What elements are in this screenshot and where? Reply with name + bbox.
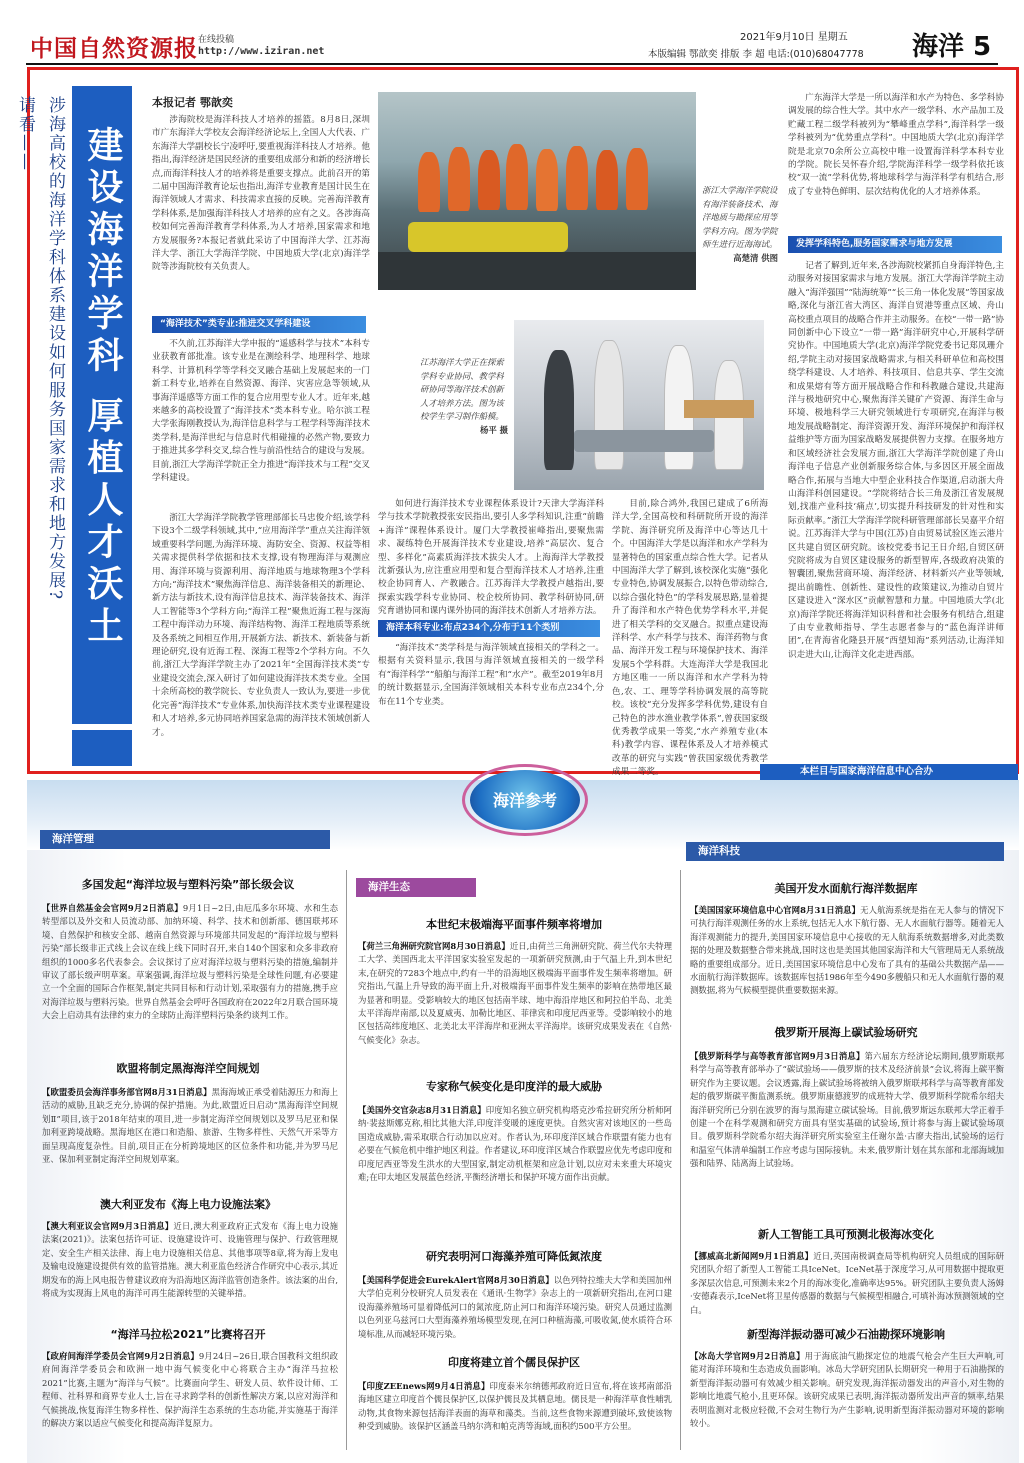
feature-col1-body: 不久前,江苏海洋大学申报的“遥感科学与技术”本科专业获教育部批准。该专业是在测绘科学、地理科学、地球科学、计算机科学等学科交叉融合基础上发展起来的一门新工科专业,培养在自然资源、海洋、灾害应急等领域,从事海洋遥感等方面工作的复合应用型专业人才。近年来,越来越多的高校设置了“海洋技术”类本科专业。哈尔滨工程大学张海刚教授认为,海洋信息科学与工程学科等海洋技术类学科,是海洋世纪与信息时代相碰撞的必然产物,要致力于推进其多学科交叉,综合性与前沿性结合的建设与发展。目前,浙江大学海洋学院正全力推进“海洋技术与工程”交叉学科建设。 — [152, 339, 370, 484]
caption-photo1-text: 浙江大学海洋学院设有海洋装备技术、海洋地质与勘探应用等学科方向。图为学院师生进行近海海试。 — [702, 185, 778, 250]
title-rule — [72, 724, 132, 730]
feature-col3-body: 如何进行海洋技术专业课程体系设计?天津大学海洋科学与技术学院教授张安民指出,要引人多学科知识,注重“前瞻+海洋”课程体系设计。厦门大学教授崔峰指出,要聚焦需求、凝练特色开展海洋技术专业建设,培养“高层次、复合型、多样化”高素质海洋技术拔尖人才。上海海洋大学教授沈新强认为,应注重应用型和复合型海洋技术人才培养,注重校企协同育人、产教融合。江苏海洋大学教授卢越指出,要探索实践学科专业协同、校企校所协同、教学科研协同,研究育谱协同和课内课外协同的海洋技术创新人才培养方法。 — [378, 499, 604, 617]
article-b3-title: 研究表明河口海藻养殖可降低氮浓度 — [426, 1250, 602, 1263]
article-b4-source: 【印度ZEEnews网9月4日消息】 — [358, 1381, 490, 1391]
caption-photo2-text: 江苏海洋大学正在探索学科专业协同、教学科研协同等海洋技术创新人才培养方法。图为该校学生学习制作船模。 — [420, 357, 504, 422]
article-c3-body — [690, 1250, 1004, 1316]
article-c4-body — [690, 1350, 1004, 1446]
feature-title-band — [72, 86, 132, 766]
article-c1-source: 【美国国家环境信息中心官网8月31日消息】 — [690, 905, 861, 915]
article-a3-body — [42, 1220, 338, 1314]
article-c3-source: 【挪威高北新闻网9月1日消息】 — [690, 1251, 814, 1261]
caption-photo2-credit: 杨平 摄 — [479, 424, 508, 435]
feature-col3b-body: “海洋技术”类学科是与海洋领域直接相关的学科之一。根据有关资料显示,我国与海洋领域直接相关的一级学科有“海洋科学”“船舶与海洋工程”和“水产”。截至2019年8月的统计数据显示,全国海洋领域相关本科专业布点234个,分布在11个专业类。 — [378, 643, 604, 707]
feature-col1-intro: 涉海院校是海洋科技人才培养的摇篮。8月8日,深圳市广东海洋大学校友会海洋经济论坛上,全国人大代表、广东海洋大学副校长宁凌呼吁,要重视海洋科技人才培养。他指出,海洋经济是国民经济的重要组成部分和新的经济增长点,而海洋科技人才的培养将是重要支撑点。此前召开的第二届中国海洋教育论坛也指出,海洋专业教育是国计民生在海洋领域人才需求、科技需求直接的反映。完善海洋教育学科体系,是加强海洋科技人才培养的应有之义。各涉海高校如何完善海洋教育学科体系,为人才培养,国家需求和地方发展服务?本报记者就此采访了中国海洋大学、江苏海洋大学、浙江大学海洋学院、中国地质大学(北京)海洋学院等涉海院校有关负责人。 — [152, 115, 370, 273]
article-a1-source: 【世界自然基金会官网9月2日消息】 — [42, 903, 183, 913]
article-c1-text: 无人航海系统是指在无人参与的情况下可执行海洋观测任务的水上系统,包括无人水下航行器、无人水面航行器等。随着无人海洋观测能力的提升,美国国家环境信息中心接收的无人航海系统数据增多,对此类数据的处理及数据整合带来挑战,国时这也是美国其他国家海洋和大气管理局无人系统战略的重要组成部分。近日,美国国家环境信息中心发布了具有的基础公共数据产品——水面航行海洋数据库。该数据库包括1986年至今490多艘船只和无人水面航行器的观测数据,将为气候模型提供重要数据来源。 — [690, 905, 1005, 996]
feature-col4-body: 目前,除合鸿外,我国已建成了6所海洋大学,全国高校和科研院所开设的海洋学院、海洋研究所及海洋中心等达几十个。中国海洋大学是以海洋和水产学科为显著特色的国家重点综合性大学。记者从中国海洋大学了解到,该校深化实施“强化专业特色,协调发展振合,以特色带动综合,以综合强化特色”的学科发展思路,显着提升了海洋和水产特色优势学科水平,并促进了相关学科的交叉融合。拟重点建设海洋科学、水产科学与技术、海洋药物与食品、海洋开发工程与环境保护技术、海洋发展5个学科群。大连海洋大学是我国北方地区唯一一所以海洋和水产学科为特色,农、工、理等学科协调发展的高等院校。该校“充分发挥多学科优势,建设有自己特色的涉水渔业教学体系”,曾获国家级优秀教学成果一等奖,“水产养殖专业(本科)教学内容、课程体系及人才培养模式改革的研究与实践”曾获国家级优秀教学成果二等奖。 — [612, 499, 768, 778]
article-a2-body — [42, 1086, 338, 1180]
reference-logo-text: 海洋参考 — [492, 791, 557, 810]
article-b3-body — [358, 1274, 672, 1340]
article-a3-source: 【澳大利亚议会官网9月3日消息】 — [42, 1221, 174, 1231]
feature-col5-body: 广东海洋大学是一所以海洋和水产为特色、多学科协调发展的综合性大学。其中水产一级学科、水产品加工及贮藏工程二级学科被列为“攀峰重点学科”,海洋科学一级学科被列为“优势重点学科”。中国地质大学(北京)海洋学院是北京70余所公立高校中唯一设置海洋科学本科专业的学院。院长吴怀春介绍,学院海洋科学一级学科依托该校“双一流”学科优势,将地球科学与海洋科学有机结合,形成了专业特色鲜明、层次结构优化的人才培养体系。 — [788, 93, 1004, 197]
article-b1-text: 近日,由荷兰三角洲研究院、荷兰代尔夫特理工大学、美国西北太平洋国家实验室发起的一项新研究预测,由于气温上升,到本世纪末,在研究的7283个地点中,约有一半的沿海地区极端海平面事件发生频率将增加。研究指出,气温上升导致的海平面上升,对极端海平面事件发生频率的影响在热带地区最为显著和明显。受影响较大的地区包括南半球、地中海沿岸地区和阿拉伯半岛、北美太平洋海岸南部,以及夏威夷、加勒比地区、菲律宾和印度尼西亚等。受影响较小的地区包括高纬度地区、北美北太平洋海岸和亚洲太平洋海岸。该研究成果发表在《自然·气候变化》杂志。 — [358, 941, 672, 1045]
photo-ship-model — [514, 320, 764, 490]
article-c2-body — [690, 1050, 1004, 1214]
article-b4-text: 印度泰米尔纳德邦政府近日宣布,将在该邦南部沿海地区建立印度首个儒艮保护区,以保护儒艮及其栖息地。儒艮是一种海洋草食性哺乳动物,其食物来源包括海洋表面的海草和藻类。当前,这些食物来源遭到破坏,致使该物种受到威胁。该保护区涵盖马纳尔湾和帕克湾等海域,面积约500平方公里。 — [358, 1381, 672, 1432]
column-divider-1 — [346, 870, 347, 1450]
editors-line: 本版编辑 鄂歆奕 排版 李 超 电话:(010)68047778 — [648, 49, 864, 60]
article-b3-text: 以色列特拉维夫大学和美国加州大学伯克利分校研究人员发表在《通讯·生物学》杂志上的一项新研究指出,在河口建设海藻养殖场可显着降低河口的氮浓度,防止河口和海洋环境污染。研究人员通过监测以色列亚乌兹河口大型海藻养殖场模型发现,在河口种植海藻,可吸收氮,使水质符合环境标准,从而减轻环境污染。 — [358, 1275, 672, 1339]
article-a1-body — [42, 902, 338, 1062]
feature-title: 建设海洋学科 厚植人才沃土 — [82, 126, 123, 649]
article-b4-body — [358, 1380, 672, 1446]
photo-sea-trial — [378, 92, 696, 290]
subhead-tech: “海洋技术”类专业:推进交叉学科建设 — [152, 316, 366, 333]
article-b2-body — [358, 1104, 672, 1224]
article-b1-source: 【荷兰三角洲研究院官网8月30日消息】 — [358, 941, 510, 951]
article-a1-title: 多国发起“海洋垃圾与塑料污染”部长级会议 — [81, 878, 295, 891]
masthead — [0, 0, 1024, 66]
article-c1-title: 美国开发水面航行海洋数据库 — [774, 882, 918, 895]
article-c1-body — [690, 904, 1004, 1012]
article-a4-title: “海洋马拉松2021”比赛将召开 — [110, 1328, 266, 1341]
article-a2-text: 黑海海域正承受着陆源压力和海上活动的威胁,且缺乏充分,协调的保护措施。为此,欧盟近日启动“黑海海洋空间规划Ⅱ”项目,该于2018年结束的项目,进一步制定海洋空间规划以及罗马尼亚和保加利亚跨境战略。黑海地区在港口和造船、旅游、生物多样性、天然气开采等方面呈现高度复杂性。目前,项目正在分析跨境地区的区位条件和功能,并为罗马尼亚、保加利亚制定海洋空间规划草案。 — [42, 1087, 339, 1165]
caption-photo2 — [420, 356, 508, 438]
article-b4-title: 印度将建立首个儒艮保护区 — [448, 1356, 580, 1369]
article-a4-text: 9月24日~26日,联合国教科文组织政府间海洋学委员会和欧洲一地中海气候变化中心将联合主办“海洋马拉松2021”比赛,主题为“海洋与气候”。比赛面向学生、研发人员、软件设计师、工程师、社科界和商界专业人士,旨在寻求跨学科的创新性解决方案,以应对海洋和气候挑战,恢复海洋生物多样性、保护海洋生态系统的生态功能,并实施基于海洋的解决方案以适应气候变化和提高海洋复原力。 — [42, 1351, 338, 1429]
article-b1-body — [358, 940, 672, 1064]
submit-label: 在线投稿 — [198, 35, 235, 45]
article-a1-text: 9月1日~2日,由厄瓜多尔环境、水和生态转型部以及外交和人员流动部、加纳环境、科学、技术和创新部、德国联邦环境、自然保护和核安全部、越南自然资源与环境部共同发起的“海洋垃圾与塑料污染”部长级非正式线上会议在线上线下同时召开,来自140个国家和众多非政府组织的1000多名代表参会。会议探讨了应对海洋垃圾与塑料污染的措施,编制并审议了部长级声明草案。草案强调,海洋垃圾与塑料污染是全球性问题,有必要建立一个全面的国际合作框架,制定共同目标和行动计划,采取强有力的措施,携手应对海洋垃圾与塑料污染。世界自然基金会呼吁各国政府在2022年2月联合国环境大会上启动具有法律约束力的全球防止海洋塑料污染条约谈判工作。 — [42, 903, 338, 1021]
section-name: 海洋 5 — [912, 32, 992, 62]
article-a2-title: 欧盟将制定黑海海洋空间规划 — [116, 1062, 260, 1075]
article-a3-text: 近日,澳大利亚政府正式发布《海上电力设施法案(2021)》。法案包括许可证、设施建设许可、设施管理与保护、行政管理规定、安全生产相关法律、海上电力设施相关信息、其他事项等8章,将为海上发电及输电设施建设提供有效的监管措施。澳大利亚监色经济合作研究中心表示,其近期发布的海上风电报告曾建议政府为沿海地区海洋监管创造条件。该法案的出台,将成为实现海上风电的海洋可再生能源转型的关键举措。 — [42, 1221, 338, 1299]
submit-url[interactable]: http://www.iziran.net — [198, 46, 325, 57]
paper-title: 中国自然资源报 — [30, 35, 198, 62]
subhead-service: 发挥学科特色,服务国家需求与地方发展 — [788, 236, 1002, 253]
article-a3-title: 澳大利亚发布《海上电力设施法案》 — [100, 1198, 276, 1211]
article-b1-title: 本世纪末极端海平面事件频率将增加 — [426, 918, 602, 931]
article-b3-source: 【美国科学促进会EurekAlert官网8月30日消息】 — [358, 1275, 554, 1285]
header-rule — [26, 63, 998, 65]
article-c4-source: 【冰岛大学官网9月2日消息】 — [690, 1351, 805, 1361]
subhead-majors: 海洋本科专业:布点234个,分布于11个类别 — [378, 620, 600, 637]
cosponsor-banner: 本栏目与国家海洋信息中心合办 — [760, 764, 1018, 780]
article-c4-text: 用于海底油气勘探定位的地震气枪会产生巨大声响,可能对海洋环境和生态造成负面影响。冰岛大学研究团队长期研究一种用于石油勘探的新型海洋振动器可有效减少相关影响。研究发现,海洋振动器发出的声音小,对生物的影响比地震气枪小,且更环保。该研究成果已表明,海洋振动器所发出声音的频率,结果表明监测对北极应轻微,不会对生物行为产生影响,说明新型海洋振动器对环境的影响较小。 — [690, 1351, 1004, 1429]
caption-photo1-credit: 高楚清 供图 — [733, 252, 778, 263]
ocean-reference-logo — [470, 770, 580, 830]
article-c2-source: 【俄罗斯科学与高等教育部官网9月3日消息】 — [690, 1051, 865, 1061]
section-label-management: 海洋管理 — [40, 830, 330, 849]
article-c2-text: 第六届东方经济论坛期间,俄罗斯联邦科学与高等教育部举办了“碳试验场——俄罗斯的技术及经济前景”会议,将海上碳平衡研究作为主要议题。会议透露,海上碳试验场将被纳入俄罗斯联邦科学与高等教育部发起的俄罗斯碳平衡监测系统。俄罗斯康德渡罗的成班特大学、俄罗斯科学院希尔绍夫海洋研究所已分别在波罗的海与黑海建立碳试验场。目前,俄罗斯远东联邦大学正着手创建一个在科学观测和研究方面具有坚实基础的试验场,预计将参与海上碳试验场项目。俄罗斯科学院希尔绍夫海洋研究所实验室主任谢尔盖·古廖夫指出,试验场的运行和温室气体清单编制工作应考虑与国际接轨。未来,俄罗斯计划在其东部和北部海域加强和陆界、陆离海上试验场。 — [690, 1051, 1004, 1169]
article-a4-body — [42, 1350, 338, 1444]
article-b2-text: 印度知名独立研究机构塔克沙希拉研究所分析师阿纳·裴兹斯娜克称,相比其他大洋,印度洋变暖的速度更快。自然灾害对该地区的一些岛国造成威胁,需采取联合行动加以应对。作者认为,环印度洋区域合作联盟有能力也有必要在气候危机中维护地区利益。作者建议,环印度洋区域合作联盟应优先考虑印度和印度尼西亚等发生洪水的大型国家,制定动机框架和应急计划,以应对未来重大环境灾难;在印太地区发展蓝色经济,平衡经济增长和保护环境方面作出贡献。 — [358, 1105, 673, 1183]
article-c3-title: 新人工智能工具可预测北极海冰变化 — [758, 1228, 934, 1241]
article-c4-title: 新型海洋振动器可减少石油勘探环境影响 — [747, 1328, 945, 1341]
feature-col2-body: 浙江大学海洋学院教学管理部部长马忠俊介绍,该学科下设3个二级学科领域,其中,“应用海洋学”重点关注海洋领域重要科学问题,为海洋环境、海防安全、资源、权益等相关需求提供科学依据和技术支撑,设有物理海洋与观测应用、海洋环境与资源利用、海洋地质与地球物理3个学科方向;“海洋技术”聚焦海洋信息、海洋装备相关的新理论、新方法与新技术,设有海洋信息技术、海洋装备技术、海洋人工智能等3个学科方向;“海洋工程”聚焦近海工程与深海工程中海洋动力环境、海洋结构物、海洋工程地质等系统及各系统之间相互作用,开展新方法、新技术、新装备与新理论研究,设有近海工程、深海工程等2个学科方向。不久前,浙江大学海洋学院主办了2021年“全国海洋技术类”专业建设交流会,深入研讨了如何建设海洋技术类专业。全国十余所高校的教学院长、专业负责人一致认为,要进一步优化完善“海洋技术”专业体系,加快海洋技术类专业课程建设和人才培养,多元协同培养国家急需的海洋技术领域创新人才。 — [152, 513, 370, 738]
section-label-ecology: 海洋生态 — [356, 878, 476, 897]
article-b2-title: 专家称气候变化是印度洋的最大威胁 — [426, 1080, 602, 1093]
article-b2-source: 【美国外交官杂志8月31日消息】 — [358, 1105, 486, 1115]
article-c3-text: 近日,英国南极调查局等机构研究人员组成的国际研究团队介绍了新型人工智能工具IceNet。IceNet基于深度学习,从可用数据中提取更多深层次信息,可预测未来2个月的海冰变化,准确率达95%。研究团队主要负责人汤姆·安德森表示,IceNet将卫星传感器的数据与气候模型相融合,可填补海冰预测领域的空白。 — [690, 1251, 1005, 1315]
feature-deck: 涉海高校的海洋学科体系建设如何服务国家需求和地方发展?请看—— — [15, 96, 65, 602]
article-c2-title: 俄罗斯开展海上碳试验场研究 — [774, 1026, 918, 1039]
section-label-tech: 海洋科技 — [686, 842, 1004, 861]
caption-photo1 — [702, 184, 778, 266]
article-a4-source: 【政府间海洋学委员会官网9月2日消息】 — [42, 1351, 199, 1361]
issue-date: 2021年9月10日 星期五 — [740, 32, 848, 43]
feature-col5b-body: 记者了解到,近年来,各涉海院校紧抓自身海洋特色,主动服务对接国家需求与地方发展。浙江大学海洋学院主动融入“海洋强国”“陆海统筹”“长三角一体化发展”等国家战略,深化与浙江省大湾区、海洋自贸港等重点区域、舟山高校重点项目的战略合作并主动服务。在校“一带一路”协同创新中心下设立“一带一路”海洋研究中心,开展科学研究协作。中国地质大学(北京)海洋学院党委书记郑凤珊介绍,学院主动对接国家战略需求,与相关科研单位和高校围绕学科建设、人才培养、科技项目、信息共享、学生交流和成果熔有等方面开展战略合作和科教融合建设,共建海洋与极地研究中心,聚焦海洋关键矿产资源、海洋生命与环境、极地科学三大研究领域进行专项研究,在海洋与极地发展战略制定、海洋资源开发、海洋环境保护和海洋权益维护等方面为国家战略发展提供智力支撑。在服务地方和区域经济社会发展方面,浙江大学海洋学院创建了舟山海洋电子信息产业创新服务综合体,与多因区开展全面战略合作,拓展与当地大中型企业科技合作渠道,启动浙大舟山海洋科创园建设。“学院将结合长三角及浙江省发展规划,找准产业科技‘痛点’,切实提升科技研发的针对性和实际贡献率。”浙江大学海洋学院科研管理部部长吴嘉平介绍说。江苏海洋大学与中国(江苏)自由贸易试验区连云港片区共建自贸区研究院。该校党委书记王日介绍,自贸区研究院将成为自贸区建设服务的新型智库,各级政府决策的智囊团,聚焦营商环境、海洋经济、材料新兴产业等领域,提出前瞻性、创新性、建设性的政策建议,为推动自贸片区建设进入“深水区”贡献智慧和力量。中国地质大学(北京)海洋学院还将海洋知识科普和社会服务有机结合,组建了由专业教师指导、学生志愿者参与的“蓝色海洋讲师团”,在青海省化隆县开展“西望知海”系列活动,让海洋知识走进大山,让海洋文化走进西部。 — [788, 261, 1004, 660]
column-divider-2 — [680, 870, 681, 1450]
article-a2-source: 【欧盟委员会海洋事务部官网8月31日消息】 — [42, 1087, 212, 1097]
byline: 本报记者 鄂歆奕 — [152, 96, 233, 109]
